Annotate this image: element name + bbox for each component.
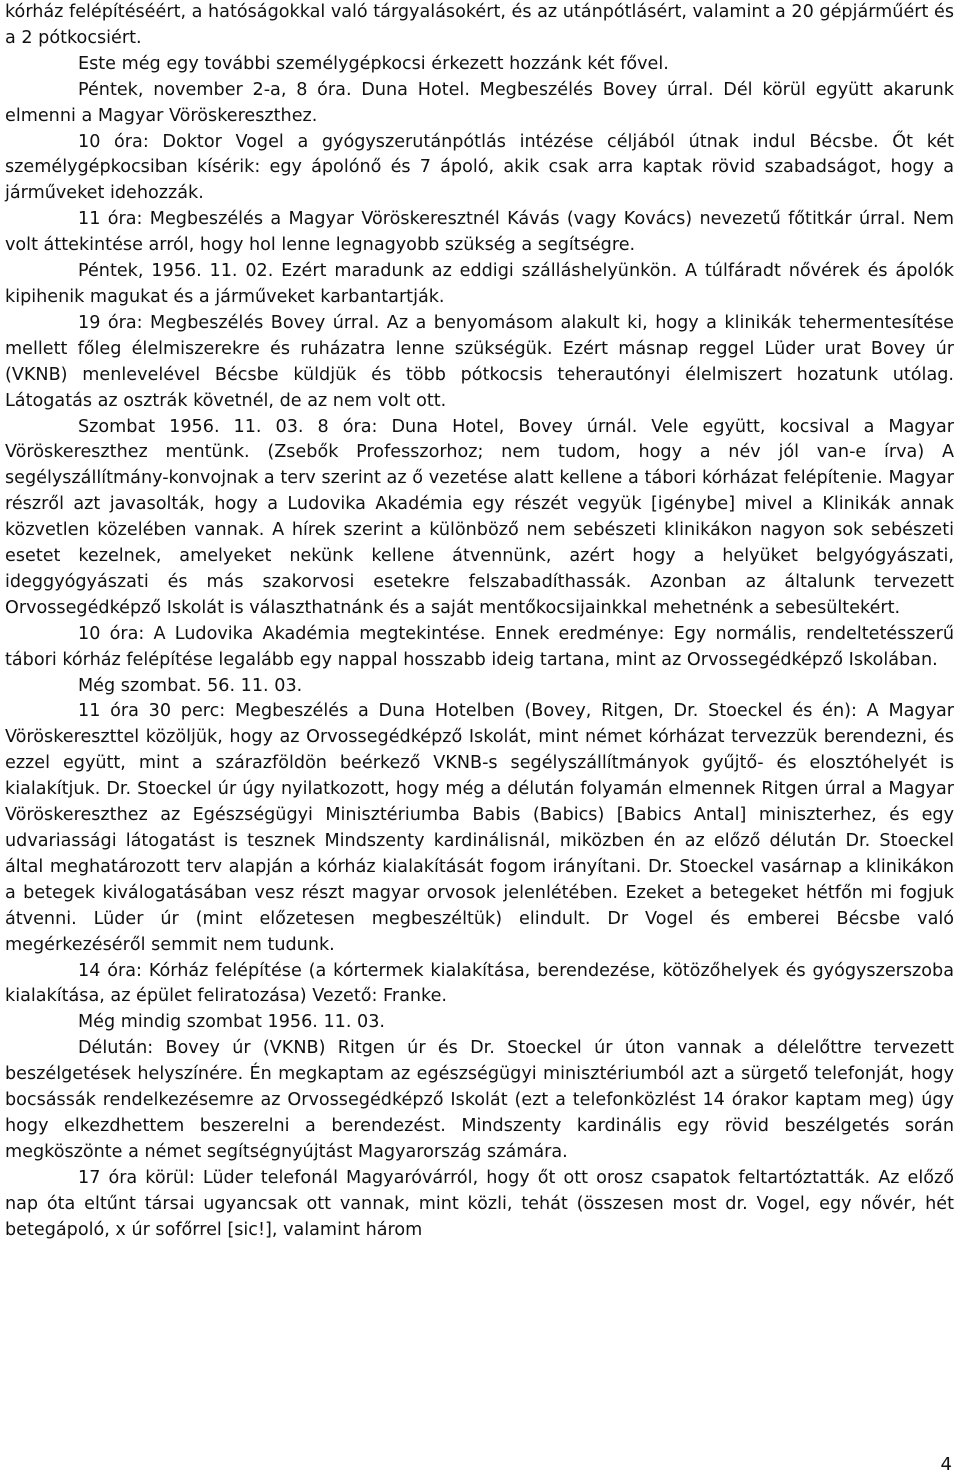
paragraph: 19 óra: Megbeszélés Bovey úrral. Az a benyomásom alakult ki, hogy a klinikák tehermentesítése mellett főleg élelmiszerekre és ruházatra lenne szükségük. Ezért másnap reggel Lüder urat Bovey úr (VKNB) menlevelével Bécsbe küldjük és több pótkocsis teherautónyi élelmiszert hozatunk utólag. Látogatás az osztrák követnél, de az nem volt ott.	[5, 312, 954, 411]
page-number: 4	[940, 1454, 952, 1475]
paragraph: 11 óra 30 perc: Megbeszélés a Duna Hotelben (Bovey, Ritgen, Dr. Stoeckel és én): A Magyar Vöröskereszttel közöljük, hogy az Orvossegédképző Iskolát, mint német kórházat tervezzük berendezni, és ezzel együtt, mint a szárazföldön beérkező VKNB-s segélyszállítmányok gyűjtő- és elosztóhelyét is kialakítjuk. Dr. Stoeckel úr úgy nyilatkozott, hogy még a délután folyamán elmennek Ritgen úrral a Magyar Vöröskereszthez az Egészségügyi Minisztériumba Babis (Babics) [Babics Antal] miniszterhez, és egy udvariassági látogatást is tesznek Mindszenty kardinálisnál, miközben én az előző délután Dr. Stoeckel által meghatározott terv alapján a kórház kialakítását fogom irányítani. Dr. Stoeckel vasárnap a klinikákon a betegek kiválogatásában vesz részt magyar orvosok jelenlétében. Ezeket a betegeket hétfőn mi fogjuk átvenni. Lüder úr (mint előzetesen megbeszéltük) elindult. Dr Vogel és emberei Bécsbe való megérkezéséről semmit nem tudunk.	[5, 701, 954, 955]
paragraph: 10 óra: A Ludovika Akadémia megtekintése. Ennek eredménye: Egy normális, rendeltetésszerű tábori kórház felépítése legalább egy nappal hosszabb ideig tartana, mint az Orvossegédképző Iskolában.	[5, 623, 954, 670]
paragraph: 10 óra: Doktor Vogel a gyógyszerutánpótlás intézése céljából útnak indul Bécsbe. Őt két személygépkocsiban kísérik: egy ápolónő és 7 ápoló, akik csak arra kaptak rövid szabadságot, hogy a járműveket idehozzák.	[5, 131, 954, 204]
paragraph: 17 óra körül: Lüder telefonál Magyaróvárról, hogy őt ott orosz csapatok feltartóztatták. Az előző nap óta eltűnt társai ugyancsak ott vannak, mint közli, tehát (összesen most dr. Vogel, egy nővér, hét betegápoló, x úr sofőrrel [sic!], valamint három	[5, 1167, 954, 1240]
paragraph: 14 óra: Kórház felépítése (a kórtermek kialakítása, berendezése, kötözőhelyek és gyógyszerszoba kialakítása, az épület feliratozása) Vezető: Franke.	[5, 960, 954, 1007]
paragraph: Délután: Bovey úr (VKNB) Ritgen úr és Dr. Stoeckel úr úton vannak a délelőttre tervezett beszélgetések helyszínére. Én megkaptam az egészségügyi minisztériumból azt a sürgető telefonját, hogy bocsássák rendelkezésemre az Orvossegédképző Iskolát (ezt a telefonközlést 14 órakor kaptam meg) úgy hogy elkezdhettem beszerelni a berendezést. Mindszenty kardinális egy rövid beszélgetés során megköszönte a német segítségnyújtást Magyarország számára.	[5, 1038, 954, 1162]
paragraph: Este még egy további személygépkocsi érkezett hozzánk két fővel.	[78, 53, 669, 74]
paragraph: Péntek, november 2-a, 8 óra. Duna Hotel. Megbeszélés Bovey úrral. Dél körül együtt akarunk elmenni a Magyar Vöröskereszthez.	[5, 79, 954, 126]
body-text	[5, 0, 954, 1244]
paragraph: 11 óra: Megbeszélés a Magyar Vöröskeresztnél Kávás (vagy Kovács) nevezetű főtitkár úrral. Nem volt áttekintése arról, hogy hol lenne legnagyobb szükség a segítségre.	[5, 209, 954, 256]
paragraph: Még mindig szombat 1956. 11. 03.	[78, 1012, 386, 1033]
paragraph: Szombat 1956. 11. 03. 8 óra: Duna Hotel, Bovey úrnál. Vele együtt, kocsival a Magyar Vöröskereszthez mentünk. (Zsebők Professzorhoz; nem tudom, hogy a név jól van-e írva) A segélyszállítmány-konvojnak a terv szerint az ő vezetése alatt kellene a tábori kórházat felépítenie. Magyar részről azt javasolták, hogy a Ludovika Akadémia egy részét vegyük [igénybe] mivel a Klinikák annak közvetlen közelében vannak. A hírek szerint a különböző nem sebészeti klinikákon nagyon sok sebészeti esetet kezelnek, amelyeket nekünk kellene átvennünk, azért hogy a helyüket belgyógyászati, ideggyógyászati és más szakorvosi esetekre felszabadíthassák. Azonban az általunk tervezett Orvossegédképző Iskolát is választhatnánk és a saját mentőkocsijainkkal mehetnénk a sebesültekért.	[5, 416, 954, 618]
paragraph: Péntek, 1956. 11. 02. Ezért maradunk az eddigi szálláshelyünkön. A túlfáradt nővérek és ápolók kipihenik magukat és a járműveket karbantartják.	[5, 261, 954, 307]
paragraph: Még szombat. 56. 11. 03.	[78, 675, 303, 696]
paragraph: kórház felépítéséért, a hatóságokkal való tárgyalásokért, és az utánpótlásért, valamint a 20 gépjárműért és a 2 pótkocsiért.	[5, 2, 954, 48]
